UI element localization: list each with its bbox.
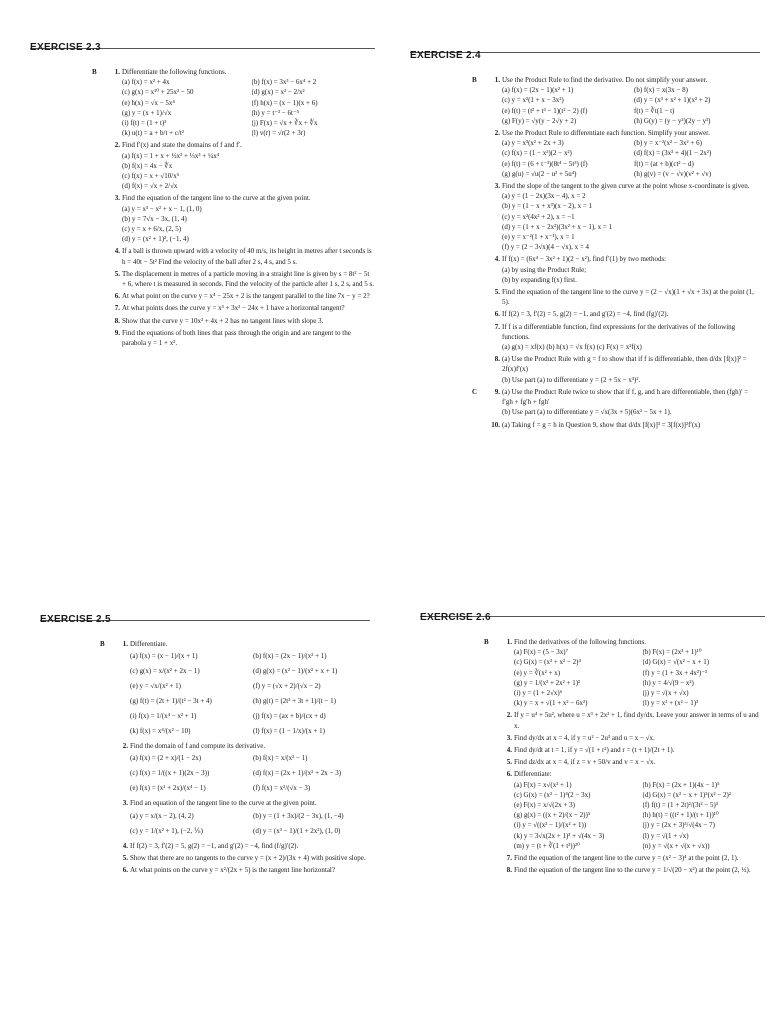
problem-text: Find the domain of f and compute its derivative. — [130, 742, 266, 751]
sub-part: (a) y = x³ − x² + x − 1, (1, 0) — [122, 204, 202, 213]
problem-text: (a) Use the Product Rule twice to show that if f, g, and h are differentiable, then (fgh)′ = f′gh + fg′h + fgh′ — [502, 387, 749, 407]
problem-number: 6. — [494, 310, 500, 319]
sub-part: (f) y = (√x + 2)/(√x − 2) — [253, 682, 321, 691]
problem-text: At what point on the curve y = x⁴ − 25x + 2 is the tangent parallel to the line 7x − y = 2? — [122, 292, 370, 301]
problem — [114, 328, 375, 348]
sub-part: (c) y = x²(1 + x − 3x²) — [502, 96, 564, 105]
sub-part: (e) y = x⁻²(1 + x⁻¹), x = 1 — [502, 233, 575, 242]
problem-number: 2. — [506, 711, 512, 720]
problem-text: Find the slope of the tangent to the given curve at the point whose x-coordinate is given. — [502, 182, 750, 191]
problem — [494, 322, 760, 353]
problem-text: Find the equations of both lines that pass through the origin and are tangent to the parabola y = 1 + x². — [122, 328, 351, 348]
sub-part: (b) y = (1 + 3x)/(2 − 3x), (1, −4) — [253, 811, 344, 820]
sub-part: (k) y = 3√x(2x + 1)³ + √(4x − 3) — [514, 831, 605, 840]
problem-number: 9. — [114, 328, 120, 337]
sub-part: (h) G(y) = (y − y²)(2y − y³) — [634, 116, 711, 125]
sub-part: (f) y = (2 − 3√x)(4 − √x), x = 4 — [502, 243, 590, 252]
sub-part: (h) g(t) = (2t³ + 3t + 1)/(t − 1) — [253, 697, 337, 706]
problem-number: 4. — [114, 247, 120, 256]
sub-part: (j) f(x) = (ax + b)/(cx + d) — [253, 712, 326, 721]
sub-parts — [122, 151, 375, 192]
sub-part: (b) y = 7√x − 3x, (1, 4) — [122, 214, 187, 223]
level-tag: B — [92, 68, 97, 76]
sub-parts — [502, 265, 760, 285]
sub-part: (j) F(x) = √x + ∛x + ∜x — [251, 119, 318, 128]
sub-part: (h) g(v) = (v − √v)(v² + √v) — [634, 169, 712, 178]
problem-number: 2. — [494, 129, 500, 138]
problem — [506, 710, 765, 730]
sub-part: (d) G(x) = (x³ − x + 1)⁵(x² − 2)² — [642, 790, 731, 799]
sub-part: (b) by expanding f(x) first. — [502, 275, 577, 284]
sub-part: (d) y = (1 + x − 2x²)(3x² + x − 1), x = 1 — [502, 222, 613, 231]
sub-part: (d) G(x) = √(x² − x + 1) — [642, 658, 710, 667]
problem-number: 6. — [506, 770, 512, 779]
problem — [122, 865, 370, 875]
problem-text: Find the equation of the tangent line to the curve y = (2 − √x)(1 + √x + 3x) at the point (1, 5). — [502, 288, 754, 307]
sub-parts — [502, 138, 760, 179]
problem-number: 1. — [122, 640, 128, 648]
sub-part: (i) f(x) = 1/(x⁴ − x² + 1) — [130, 712, 197, 721]
sub-part: (a) y = x/(x − 2), (4, 2) — [130, 811, 194, 820]
problem-number: 7. — [506, 854, 512, 863]
sub-part: f(t) = (at + b)(ct² − d) — [634, 159, 694, 168]
sub-part: (e) y = √x/(x² + 1) — [130, 682, 181, 691]
problem-number: 3. — [122, 799, 128, 808]
sub-part: (d) y = (x³ − 1)/(1 + 2x²), (1, 0) — [253, 826, 341, 835]
problem-list — [420, 637, 765, 875]
problem-text: Show that the curve y = 10x³ + 4x + 2 has no tangent lines with slope 3. — [122, 316, 324, 325]
problem-text: Find the equation of the tangent line to the curve y = (x² − 3)⁴ at the point (2, 1). — [514, 854, 739, 863]
sub-parts — [502, 342, 760, 352]
sub-part: (h) y = 4/√(9 − x²) — [642, 678, 694, 687]
problem-text: If f(2) = 3, f′(2) = 5, g(2) = −1, and g′(2) = −4, find (f/g)′(2). — [130, 841, 299, 850]
sub-parts — [130, 809, 370, 839]
problem-number: 6. — [122, 866, 128, 875]
problem — [506, 757, 765, 767]
sub-part: (b) Use part (a) to differentiate y = √x(3x + 5)(6x² − 5x + 1). — [502, 408, 672, 417]
sub-part: (a) y = (1 − 2x)(3x − 4), x = 2 — [502, 192, 586, 201]
problem-text: Use the Product Rule to differentiate each function. Simplify your answer. — [502, 129, 710, 138]
sub-part: (e) h(x) = √x − 5x⁴ — [122, 98, 175, 107]
sub-part: (d) f(x) = √x + 2/√x — [122, 182, 178, 191]
level-tag: B — [484, 638, 489, 646]
sub-part: (e) f(t) = (t² + t³ − 1)(t² − 2) (f) — [502, 106, 588, 115]
sub-part: (e) f(x) = (x² + 2x)/(x⁴ − 1) — [130, 784, 206, 793]
problem — [506, 745, 765, 755]
sub-part: (g) g(x) = ((x + 2)/(x − 2))⁵ — [514, 811, 591, 820]
problem — [114, 193, 375, 244]
problem-text: If f(2) = 3, f′(2) = 5, g(2) = −1, and g′(2) = −4, find (fg)′(2). — [502, 310, 669, 319]
level-tag: B — [100, 640, 105, 648]
problem-text: Differentiate the following functions. — [122, 68, 227, 76]
problem-number: 1. — [506, 638, 512, 646]
sub-part: (c) y = 1/(x² + 1), (−2, ⅕) — [130, 826, 204, 835]
sub-part: (d) f(x) = (2x + 1)/(x² + 2x − 3) — [253, 769, 342, 778]
sub-part: (a) y = x³(x² + 2x + 3) — [502, 139, 564, 148]
sub-part: (g) F(y) = √y(y − 2√y + 2) — [502, 116, 577, 125]
problem — [472, 75, 760, 126]
problem-text: If f is a differentiable function, find expressions for the derivatives of the following functions. — [502, 322, 736, 341]
problem-list — [30, 67, 375, 348]
problem-number: 2. — [114, 141, 120, 150]
problem-number: 8. — [494, 355, 500, 364]
sub-part: (b) y = x⁻²(x² − 3x² + 6) — [634, 139, 702, 148]
problem — [494, 128, 760, 179]
sub-part: (b) f(x) = x/(x² − 1) — [253, 754, 308, 763]
problem — [506, 733, 765, 743]
sub-part: (c) y = x + 6/x, (2, 5) — [122, 225, 182, 234]
problem — [122, 841, 370, 851]
problem-number: 4. — [506, 746, 512, 755]
sub-part: (i) y = √((x² − 1)/(x² + 1)) — [514, 821, 587, 830]
sub-part: (d) y = (x³ + x² + 1)(x² + 2) — [634, 96, 711, 105]
sub-part: (c) G(x) = (x² − 1)⁴(2 − 3x) — [514, 790, 591, 799]
problem — [494, 287, 760, 307]
problem-text: Find dy/dt at t = 1, if y = √(1 + r²) and r = (t + 1)/(2t + 1). — [514, 746, 675, 755]
sub-parts — [502, 407, 760, 417]
problem — [484, 637, 765, 708]
sub-part: (d) f(x) = (3x³ + 4)(1 − 2x²) — [634, 149, 712, 158]
sub-part: (g) g(u) = √u(2 − u² + 5u⁴) — [502, 169, 577, 178]
sub-part: (f) f(t) = (1 + 2t)²/(3t² − 5)³ — [642, 801, 718, 810]
problem-text: Differentiate. — [130, 640, 168, 648]
sub-part: (i) y = (1 + 2√x)⁶ — [514, 689, 563, 698]
problem-text: If f(x) = (6x⁴ − 3x² + 1)(2 − x²), find f′(1) by two methods: — [502, 255, 667, 264]
sub-part: (b) F(x) = (2x³ + 1)¹⁰ — [642, 648, 702, 657]
sub-part: (c) g(x) = x¹⁰ + 25x² − 50 — [122, 88, 194, 97]
problem — [506, 769, 765, 851]
sub-part: (b) F(x) = (2x + 1)(4x − 1)⁵ — [642, 780, 720, 789]
problem-list — [410, 75, 760, 430]
sub-part: (d) g(x) = (x² − 1)/(x² + x + 1) — [253, 667, 338, 676]
problem-number: 3. — [494, 182, 500, 191]
sub-part: (g) f(t) = (2t + 1)/(t² − 3t + 4) — [130, 697, 212, 706]
exercise-title: EXERCISE 2.5 — [40, 614, 111, 625]
sub-part: (l) v(r) = √r(2 + 3r) — [251, 129, 306, 138]
problem — [491, 420, 760, 430]
exercise-2-5 — [40, 614, 370, 1024]
problem-text: At what points does the curve y = x³ + 3x² − 24x + 1 have a horizontal tangent? — [122, 304, 345, 313]
problem-number: 7. — [494, 322, 500, 331]
sub-parts — [502, 375, 760, 385]
problem — [92, 67, 375, 138]
sub-part: (l) y = √(1 + √x) — [642, 831, 689, 840]
sub-part: (b) f(x) = x(3x − 8) — [634, 86, 688, 95]
problem-number: 8. — [506, 866, 512, 875]
problem-number: 5. — [122, 853, 128, 862]
problem — [114, 291, 375, 301]
sub-part: (l) f(x) = (1 − 1/x)/(x + 1) — [253, 727, 325, 736]
problem-number: 6. — [114, 292, 120, 301]
problem-number: 7. — [114, 304, 120, 313]
problem-number: 5. — [506, 758, 512, 767]
sub-part: (f) y = (1 + 3x + 4x²)⁻³ — [642, 668, 708, 677]
problem-text: Find an equation of the tangent line to the curve at the given point. — [130, 799, 317, 808]
sub-part: (a) f(x) = (x − 1)/(x + 1) — [130, 652, 198, 661]
sub-part: (h) h(t) = ((t² + 1)/(t + 1))¹⁰ — [642, 811, 719, 820]
problem-text: Find the equation of the tangent line to the curve y = 1/√(20 − x²) at the point (2, ½). — [514, 866, 751, 875]
sub-part: (c) G(x) = (x³ + x² − 2)⁴ — [514, 658, 581, 667]
problem — [100, 639, 370, 739]
problem-number: 8. — [114, 316, 120, 325]
problem-text: Use the Product Rule to find the derivative. Do not simplify your answer. — [502, 76, 708, 84]
problem-text: If y = u⁴ + 5u², where u = x³ + 2x² + 1, find dy/dx. Leave your answer in terms of u and x. — [514, 711, 759, 730]
problem-number: 1. — [494, 76, 500, 84]
problem-text: (a) Taking f = g = h in Question 9, show that d/dx [f(x)]³ = 3[f(x)]²f′(x) — [502, 420, 701, 429]
problem — [494, 354, 760, 385]
problem-text: Show that there are no tangents to the curve y = (x + 2)/(3x + 4) with positive slope. — [130, 853, 366, 862]
problem-number: 1. — [114, 68, 120, 76]
sub-part: (a) f(x) = (2 + x)/(1 − 2x) — [130, 754, 202, 763]
sub-part: (c) f(x) = (1 − x²)(2 − x²) — [502, 149, 572, 158]
problem-text: At what points on the curve y = x²/(2x + 5) is the tangent line horizontal? — [130, 866, 335, 875]
sub-part: (a) f(x) = x² + 4x — [122, 78, 170, 87]
sub-parts — [122, 204, 375, 245]
sub-parts — [502, 85, 760, 126]
sub-part: (k) u(t) = a + b/t + c/t² — [122, 129, 184, 138]
problem-text: (a) Use the Product Rule with g = f to show that if f is differentiable, then d/dx [f(x)]² = 2f(x)f′(x) — [502, 355, 747, 374]
sub-part: (f) h(x) = (x − 1)(x + 6) — [251, 98, 318, 107]
problem — [114, 303, 375, 313]
problem — [494, 254, 760, 285]
problem — [506, 853, 765, 863]
sub-part: (c) f(x) = 1/((x + 1)(2x − 3)) — [130, 769, 210, 778]
problem-list — [40, 639, 370, 875]
sub-part: (l) y = x² + (x² − 1)³ — [642, 699, 699, 708]
problem-number: 5. — [494, 288, 500, 297]
sub-part: (h) y = t⁻³ − 6t⁻⁵ — [251, 108, 300, 117]
sub-part: (b) f(x) = (2x − 1)/(x² + 1) — [253, 652, 327, 661]
problem — [114, 316, 375, 326]
sub-part: (a) F(x) = (5 − 3x)⁷ — [514, 648, 569, 657]
problem-number: 10. — [491, 420, 500, 429]
exercise-2-4 — [410, 50, 760, 590]
exercise-title: EXERCISE 2.4 — [410, 50, 481, 61]
sub-part: (b) f(x) = 4x − ∜x — [122, 161, 173, 170]
sub-part: (a) g(x) = xf(x) (b) h(x) = √x f(x) (c) F(x) = x²f(x) — [502, 343, 642, 352]
problem-number: 3. — [114, 194, 120, 203]
sub-part: (d) y = (x² + 1)², (−1, 4) — [122, 235, 189, 244]
sub-part: (e) f(t) = (6 + t⁻³)(8t⁴ − 5t³) (f) — [502, 159, 588, 168]
sub-part: (e) F(x) = x/√(2x + 3) — [514, 801, 575, 810]
sub-parts — [122, 77, 375, 138]
problem — [122, 741, 370, 796]
sub-part: (b) Use part (a) to differentiate y = (2 + 5x − x³)². — [502, 375, 641, 384]
problem-number: 3. — [506, 733, 512, 742]
problem-text: Find dy/dx at x = 4, if y = u² − 2u³ and u = x − √x. — [514, 733, 655, 742]
sub-part: (f) f(x) = x²/(√x − 3) — [253, 784, 311, 793]
sub-parts — [514, 647, 765, 708]
sub-part: (c) g(x) = x/(x² + 2x − 1) — [130, 667, 200, 676]
problem-text: Find f′(x) and state the domains of f and f′. — [122, 141, 242, 150]
exercise-2-6 — [420, 612, 765, 1024]
problem — [122, 798, 370, 838]
sub-part: (j) y = √(x + √x) — [642, 689, 689, 698]
sub-part: (i) f(t) = (1 + t)³ — [122, 119, 167, 128]
sub-part: (a) by using the Product Rule; — [502, 265, 587, 274]
problem-text: The displacement in metres of a particle moving in a straight line is given by s = 8t² − 5t + 6, where t is measured in seconds. Find the velocity of the particle after 1 s, 2 s, and 5 s. — [122, 269, 374, 289]
sub-part: (d) g(x) = x² − 2/x² — [251, 88, 305, 97]
sub-part: (e) y = ∛(x² + x) — [514, 668, 561, 677]
level-tag: B — [472, 76, 477, 84]
problem-number: 4. — [122, 841, 128, 850]
sub-part: (c) f(x) = x + √10/x⁵ — [122, 172, 180, 181]
problem — [122, 853, 370, 863]
sub-part: (c) y = x²(4x² + 2), x = −1 — [502, 212, 575, 221]
sub-part: (a) f(x) = 1 + x + ½x² + ⅓x³ + ¼x⁴ — [122, 151, 220, 160]
problem — [472, 387, 760, 418]
problem — [506, 865, 765, 875]
problem — [114, 269, 375, 289]
sub-part: (j) y = (2x + 3)³/√(4x − 7) — [642, 821, 715, 830]
sub-part: (a) f(x) = (2x − 1)(x² + 1) — [502, 86, 574, 95]
problem-number: 2. — [122, 742, 128, 751]
problem-text: Find dz/dx at x = 4, if z = v + 50/v and v = x − √x. — [514, 758, 656, 767]
sub-part: (g) y = (x + 1)/√x — [122, 108, 172, 117]
sub-part: (g) y = 1/(x³ + 2x² + 1)² — [514, 678, 581, 687]
sub-parts — [130, 751, 370, 796]
problem — [114, 140, 375, 191]
problem-number: 5. — [114, 269, 120, 278]
exercise-2-3 — [30, 42, 375, 582]
sub-part: (b) f(x) = 3x³ − 6x⁴ + 2 — [251, 78, 317, 87]
problem-number: 4. — [494, 255, 500, 264]
sub-parts — [502, 191, 760, 252]
sub-part: f(t) = ∛t(1 − t) — [634, 106, 675, 115]
sub-part: (m) y = (t + ∛(1 + t³))²⁰ — [514, 841, 580, 850]
sub-part: (k) y = x + √(1 + x² − 6x²) — [514, 699, 588, 708]
sub-parts — [514, 780, 765, 851]
problem — [114, 246, 375, 266]
problem — [494, 309, 760, 319]
problem-text: Differentiate: — [514, 770, 552, 779]
problem-text: Find the derivatives of the following functions. — [514, 638, 647, 646]
level-tag: C — [472, 387, 478, 396]
problem-text: Find the equation of the tangent line to the curve at the given point. — [122, 194, 311, 203]
sub-part: (a) F(x) = x√(x² + 1) — [514, 780, 572, 789]
problem-number: 9. — [494, 387, 500, 396]
sub-parts — [130, 649, 370, 739]
exercise-title: EXERCISE 2.3 — [30, 42, 101, 53]
sub-part: (n) y = √(x + √(x + √x)) — [642, 841, 710, 850]
sub-part: (b) y = (1 − x + x³)(x − 2), x = 1 — [502, 202, 593, 211]
problem — [494, 181, 760, 252]
sub-part: (k) f(x) = x⁴/(x² − 10) — [130, 727, 191, 736]
exercise-title: EXERCISE 2.6 — [420, 612, 491, 623]
problem-text: If a ball is thrown upward with a velocity of 40 m/s, its height in metres after t seconds is h = 40t − 5t² Find the velocity of the ball after 2 s, 4 s, and 5 s. — [122, 247, 372, 266]
